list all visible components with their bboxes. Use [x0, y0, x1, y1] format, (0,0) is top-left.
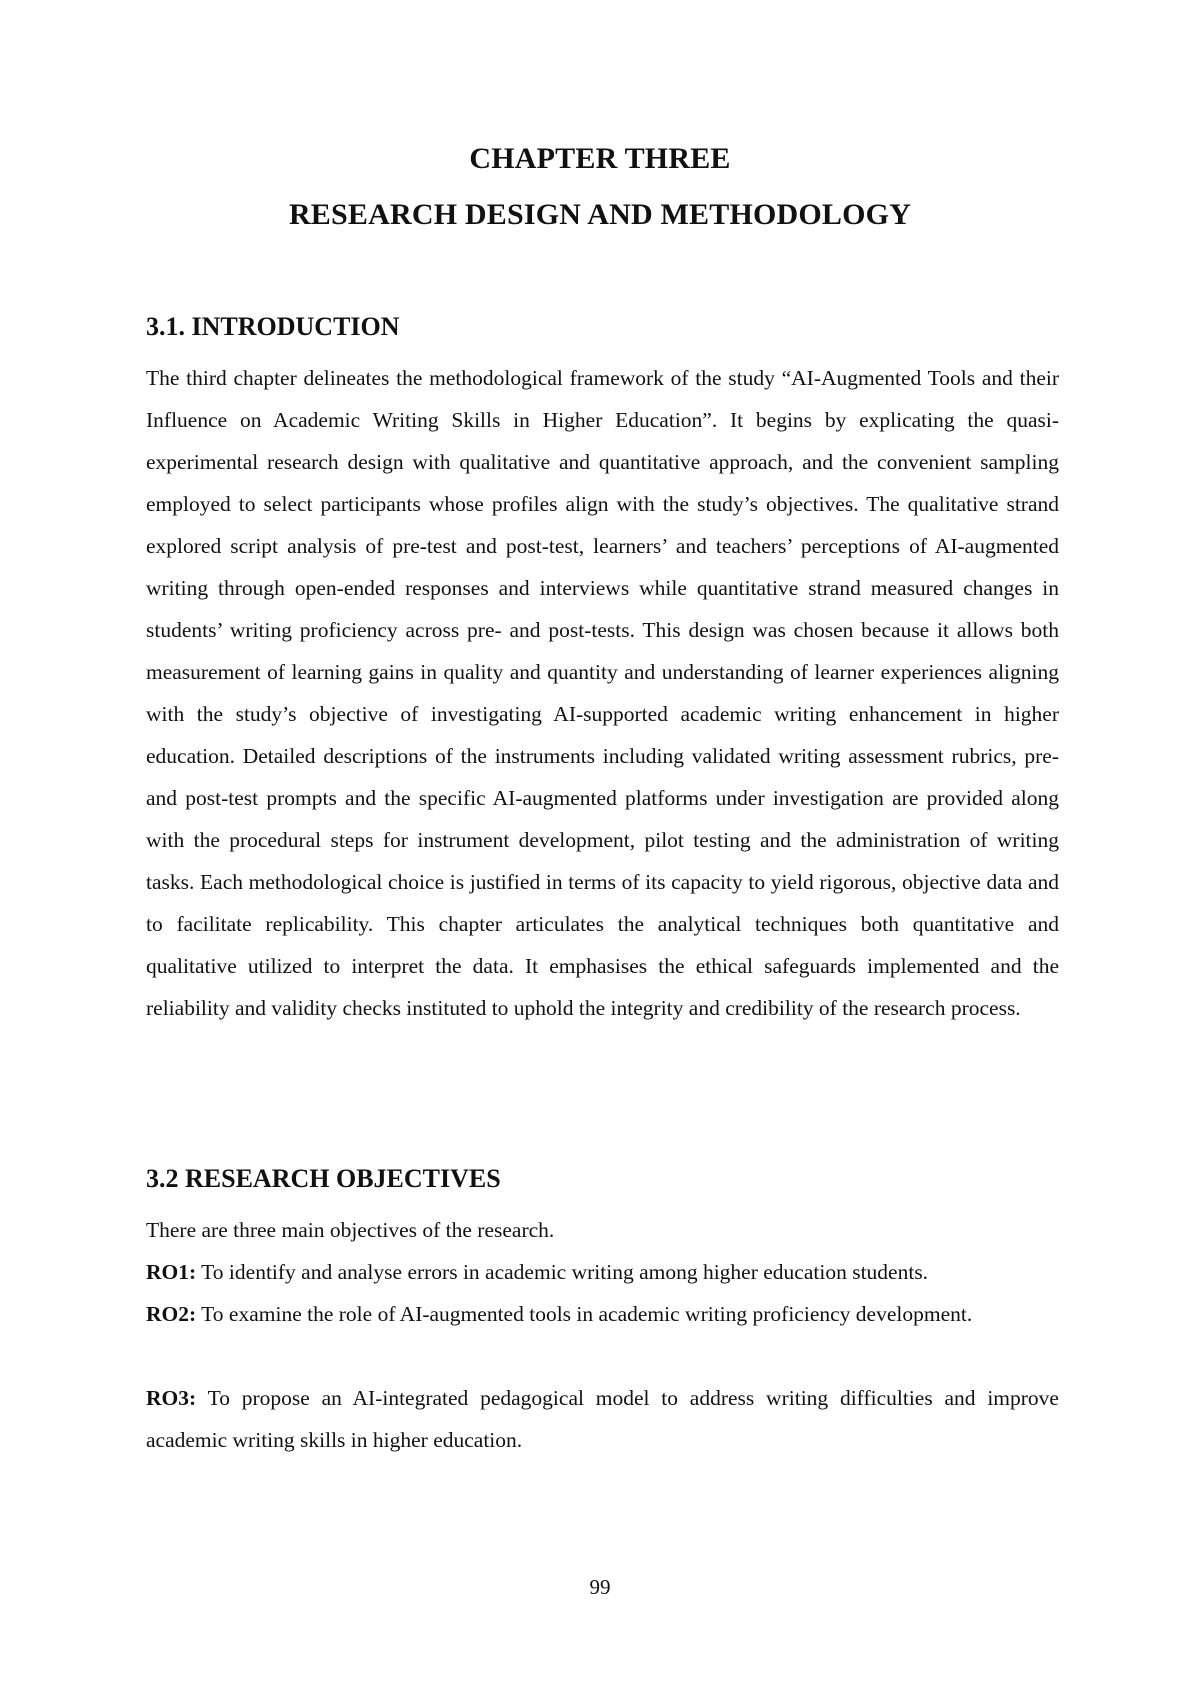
- page-number: 99: [589, 1575, 611, 1599]
- objectives-lead: There are three main objectives of the research.: [146, 1218, 555, 1242]
- objective-label: RO2:: [146, 1302, 197, 1326]
- objective-text: To identify and analyse errors in academic writing among higher education students.: [201, 1260, 929, 1284]
- chapter-title: RESEARCH DESIGN AND METHODOLOGY: [288, 198, 912, 231]
- objective-text: To propose an AI-integrated pedagogical model to address writing difficulties and improve academic writing skills in higher education.: [146, 1386, 1059, 1452]
- objective-label: RO3:: [146, 1386, 197, 1410]
- chapter-label: CHAPTER THREE: [469, 142, 731, 175]
- objective-item-ro1: [146, 1251, 1059, 1293]
- section-heading-objectives: 3.2 RESEARCH OBJECTIVES: [146, 1164, 501, 1193]
- objective-item-ro3: [146, 1377, 1059, 1461]
- objective-label: RO1:: [146, 1260, 197, 1284]
- section-heading-introduction: 3.1. INTRODUCTION: [146, 312, 400, 341]
- objective-text: To examine the role of AI-augmented tools in academic writing proficiency development.: [201, 1302, 973, 1326]
- objective-item-ro2: [146, 1293, 1059, 1335]
- introduction-paragraph: The third chapter delineates the methodological framework of the study “AI-Augmented Tools and their Influence on Academic Writing Skills in Higher Education”. It begins by explicating the quasi-experimental research design with qualitative and quantitative approach, and the convenient sampling employed to select participants whose profiles align with the study’s objectives. The qualitative strand explored script analysis of pre-test and post-test, learners’ and teachers’ perceptions of AI-augmented writing through open-ended responses and interviews while quantitative strand measured changes in students’ writing proficiency across pre- and post-tests. This design was chosen because it allows both measurement of learning gains in quality and quantity and understanding of learner experiences aligning with the study’s objective of investigating AI-supported academic writing enhancement in higher education. Detailed descriptions of the instruments including validated writing assessment rubrics, pre- and post-test prompts and the specific AI-augmented platforms under investigation are provided along with the procedural steps for instrument development, pilot testing and the administration of writing tasks. Each methodological choice is justified in terms of its capacity to yield rigorous, objective data and to facilitate replicability. This chapter articulates the analytical techniques both quantitative and qualitative utilized to interpret the data. It emphasises the ethical safeguards implemented and the reliability and validity checks instituted to uphold the integrity and credibility of the research process.: [146, 366, 1059, 1020]
